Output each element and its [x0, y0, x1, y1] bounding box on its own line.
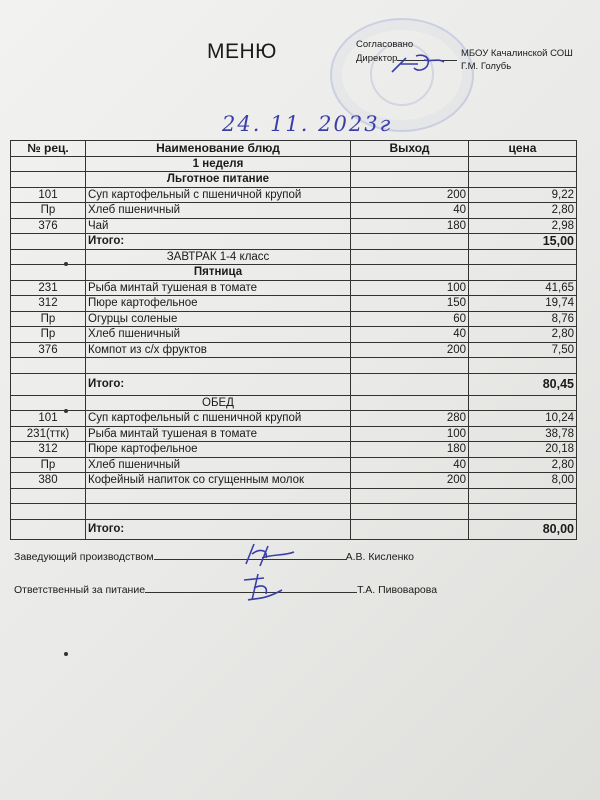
- yield-cell: 40: [351, 327, 469, 343]
- bullet-mark: [64, 262, 68, 266]
- total-label: Итого:: [86, 519, 351, 539]
- bullet-mark: [64, 409, 68, 413]
- meal-heading-row: [11, 249, 577, 265]
- menu-table: [10, 140, 577, 540]
- rec-cell: 376: [11, 342, 86, 358]
- yield-cell: 200: [351, 187, 469, 203]
- dish-name-cell: Пюре картофельное: [86, 442, 351, 458]
- price-cell: 7,50: [469, 342, 577, 358]
- total-value: 15,00: [469, 234, 577, 250]
- rec-cell: 380: [11, 473, 86, 489]
- head-of-production: [14, 549, 414, 563]
- head-name: А.В. Кисленко: [345, 551, 414, 563]
- rec-cell: 101: [11, 187, 86, 203]
- price-cell: 8,76: [469, 311, 577, 327]
- section1-rows: [11, 187, 577, 234]
- dish-name-cell: Кофейный напиток со сгущенным молок: [86, 473, 351, 489]
- yield-cell: 100: [351, 426, 469, 442]
- yield-cell: 200: [351, 342, 469, 358]
- table-row: [11, 442, 577, 458]
- resp-signature: [238, 570, 288, 604]
- price-cell: 2,80: [469, 457, 577, 473]
- price-cell: 19,74: [469, 296, 577, 312]
- rec-cell: Пр: [11, 203, 86, 219]
- table-row: [11, 280, 577, 296]
- empty-row: [11, 358, 577, 374]
- yield-cell: 200: [351, 473, 469, 489]
- section-row: [11, 172, 577, 188]
- header-yield: Выход: [351, 141, 469, 157]
- table-row: [11, 411, 577, 427]
- resp-label: Ответственный за питание: [14, 584, 146, 596]
- total-value: 80,00: [469, 519, 577, 539]
- week-row: [11, 156, 577, 172]
- resp-name: Т.А. Пивоварова: [357, 584, 438, 596]
- head-label: Заведующий производством: [14, 551, 154, 563]
- table-row: [11, 203, 577, 219]
- yield-cell: 180: [351, 442, 469, 458]
- empty-row: [11, 504, 577, 520]
- header-rec: № рец.: [11, 141, 86, 157]
- table-row: [11, 426, 577, 442]
- total-row: [11, 373, 577, 395]
- week-label: 1 неделя: [86, 156, 351, 172]
- dish-name-cell: Суп картофельный с пшеничной крупой: [86, 187, 351, 203]
- day-row: [11, 265, 577, 281]
- bullet-mark: [64, 652, 68, 656]
- director-label: Директор: [356, 53, 398, 64]
- dish-name-cell: Рыба минтай тушеная в томате: [86, 280, 351, 296]
- total-value: 80,45: [469, 373, 577, 395]
- section-label: Льготное питание: [86, 172, 351, 188]
- dish-name-cell: Хлеб пшеничный: [86, 457, 351, 473]
- dish-name-cell: Рыба минтай тушеная в томате: [86, 426, 351, 442]
- yield-cell: 40: [351, 457, 469, 473]
- header-name: Наименование блюд: [86, 141, 351, 157]
- yield-cell: 100: [351, 280, 469, 296]
- yield-cell: 280: [351, 411, 469, 427]
- school-block: [461, 47, 573, 73]
- director-signature: [388, 50, 448, 80]
- price-cell: 41,65: [469, 280, 577, 296]
- total-label: Итого:: [86, 234, 351, 250]
- yield-cell: 40: [351, 203, 469, 219]
- table-row: [11, 187, 577, 203]
- dish-name-cell: Чай: [86, 218, 351, 234]
- price-cell: 2,80: [469, 327, 577, 343]
- rec-cell: Пр: [11, 457, 86, 473]
- document-date: 24. 11. 2023г: [222, 112, 393, 136]
- table-row: [11, 296, 577, 312]
- lunch-label: ОБЕД: [86, 395, 351, 411]
- dish-name-cell: Хлеб пшеничный: [86, 327, 351, 343]
- price-cell: 38,78: [469, 426, 577, 442]
- table-row: [11, 457, 577, 473]
- rec-cell: 101: [11, 411, 86, 427]
- responsible-for-meals: [14, 582, 437, 596]
- price-cell: 9,22: [469, 187, 577, 203]
- total-row: [11, 519, 577, 539]
- rec-cell: 312: [11, 296, 86, 312]
- price-cell: 2,80: [469, 203, 577, 219]
- price-cell: 10,24: [469, 411, 577, 427]
- dish-name-cell: Суп картофельный с пшеничной крупой: [86, 411, 351, 427]
- rec-cell: 231(ттк): [11, 426, 86, 442]
- total-label: Итого:: [86, 373, 351, 395]
- breakfast-label: ЗАВТРАК 1-4 класс: [86, 249, 351, 265]
- yield-cell: 180: [351, 218, 469, 234]
- header-price: цена: [469, 141, 577, 157]
- breakfast-rows: [11, 280, 577, 358]
- price-cell: 20,18: [469, 442, 577, 458]
- lunch-rows: [11, 411, 577, 489]
- table-row: [11, 218, 577, 234]
- table-header-row: [11, 141, 577, 157]
- total-row: [11, 234, 577, 250]
- price-cell: 2,98: [469, 218, 577, 234]
- yield-cell: 60: [351, 311, 469, 327]
- table-row: [11, 327, 577, 343]
- yield-cell: 150: [351, 296, 469, 312]
- dish-name-cell: Пюре картофельное: [86, 296, 351, 312]
- page-title: МЕНЮ: [207, 40, 277, 63]
- rec-cell: 231: [11, 280, 86, 296]
- table-row: [11, 342, 577, 358]
- director-name: Г.М. Голубь: [461, 61, 512, 72]
- head-signature: [238, 540, 298, 570]
- dish-name-cell: Компот из с/х фруктов: [86, 342, 351, 358]
- approval-label: Согласовано: [356, 39, 414, 50]
- day-label: Пятница: [86, 265, 351, 281]
- meal-heading-row: [11, 395, 577, 411]
- school-name: МБОУ Качалинской СОШ: [461, 48, 573, 59]
- dish-name-cell: Хлеб пшеничный: [86, 203, 351, 219]
- table-row: [11, 311, 577, 327]
- rec-cell: Пр: [11, 327, 86, 343]
- table-row: [11, 473, 577, 489]
- rec-cell: 376: [11, 218, 86, 234]
- rec-cell: 312: [11, 442, 86, 458]
- rec-cell: Пр: [11, 311, 86, 327]
- empty-row: [11, 488, 577, 504]
- price-cell: 8,00: [469, 473, 577, 489]
- dish-name-cell: Огурцы соленые: [86, 311, 351, 327]
